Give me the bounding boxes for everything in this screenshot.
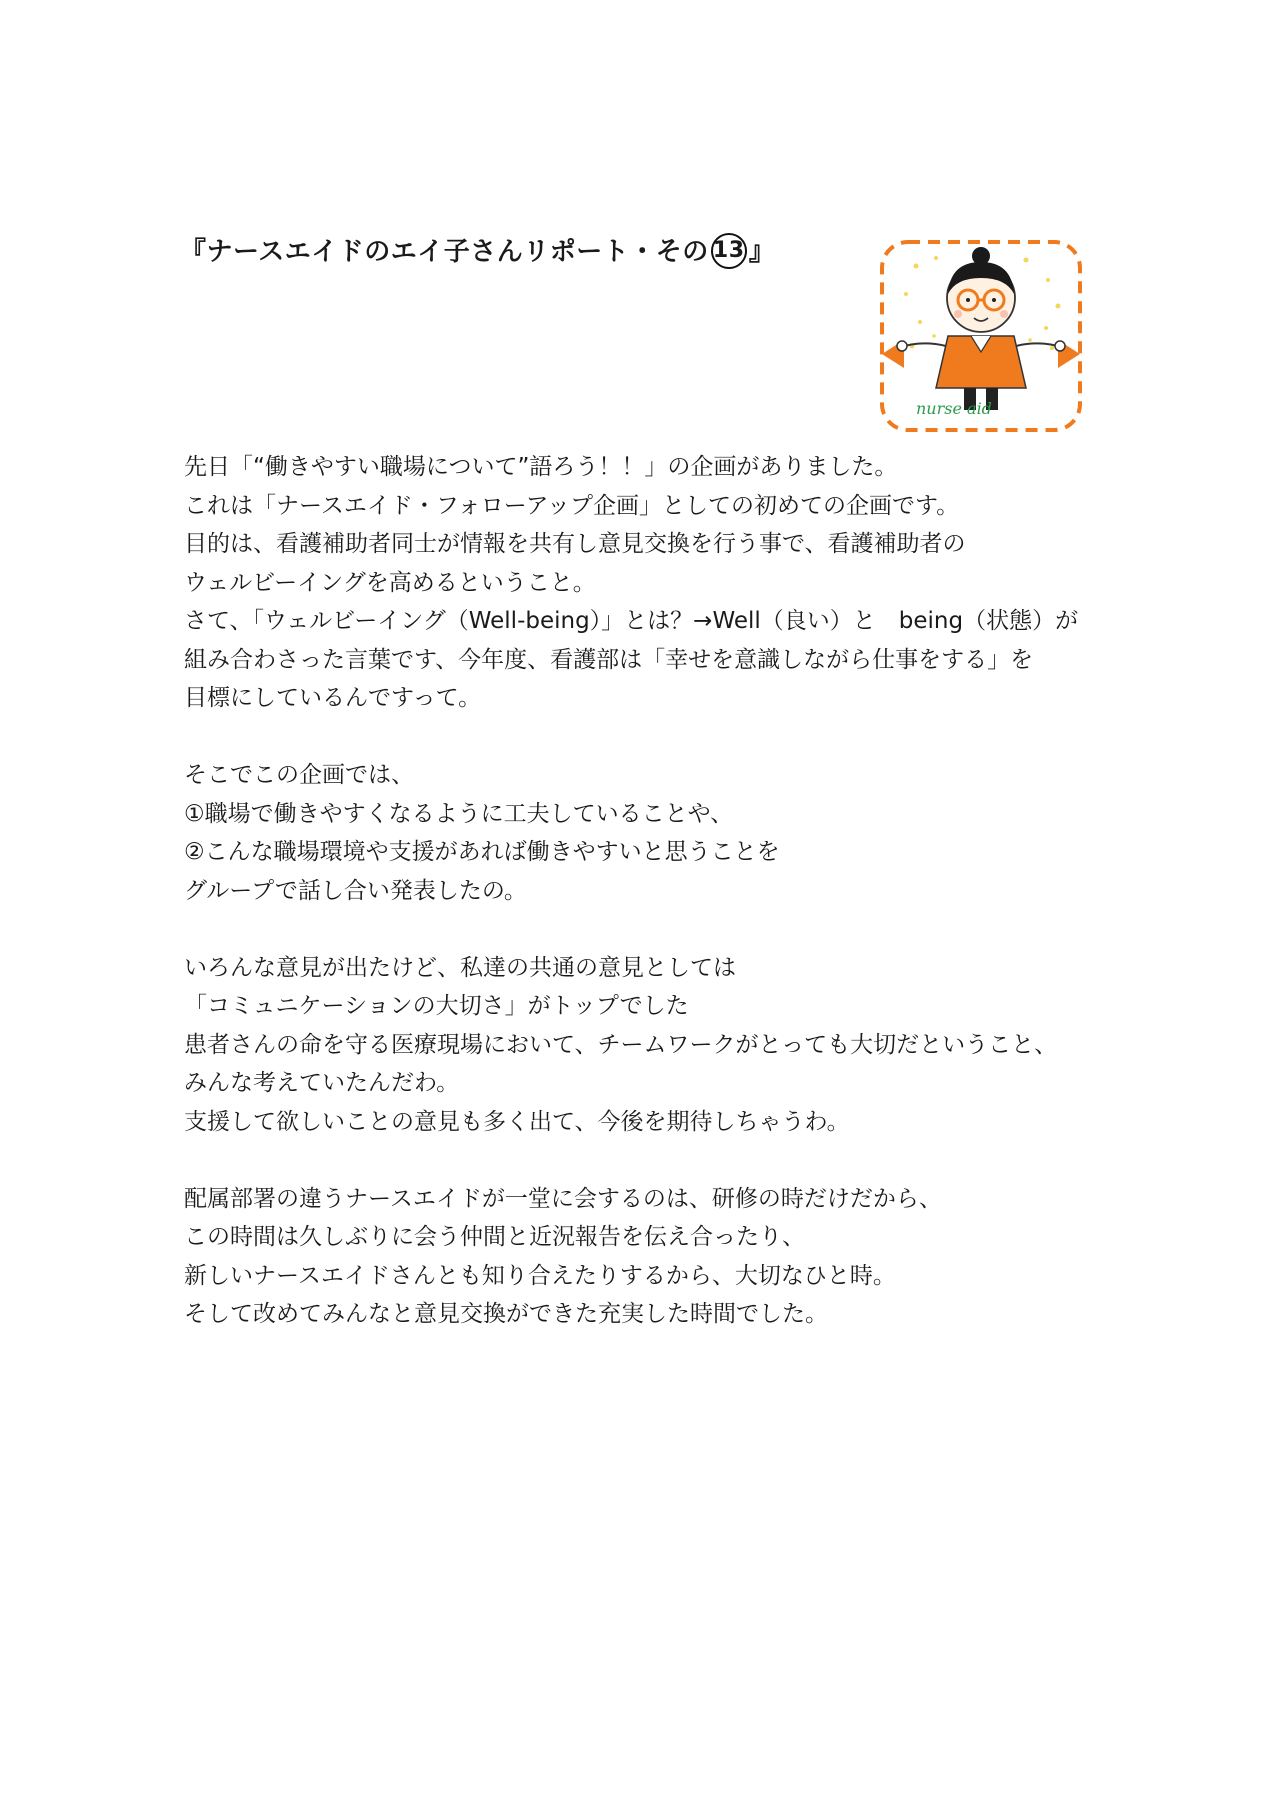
text-line: 患者さんの命を守る医療現場において、チームワークがとっても大切だということ、 [184,1031,1058,1058]
text-line: みんな考えていたんだわ。 [184,1070,460,1096]
text-line: 目的は、看護補助者同士が情報を共有し意見交換を行う事で、看護補助者の [184,531,966,557]
article-body [184,448,1124,1372]
text-line: 新しいナースエイドさんとも知り合えたりするから、大切なひと時。 [184,1262,896,1289]
text-line: 先日「“働きやすい職場について”語ろう！！」の企画がありました。 [184,454,898,480]
paragraph [184,448,1124,718]
logo-text: nurse aid [916,399,992,418]
title-number-badge: 13 [711,233,747,269]
paragraph [184,949,1124,1142]
nurse-aid-character-icon [876,236,1086,436]
text-line: そして改めてみんなと意見交換ができた充実した時間でした。 [184,1301,828,1327]
text-line: これは「ナースエイド・フォローアップ企画」としての初めての企画です。 [184,492,960,519]
text-line: この時間は久しぶりに会う仲間と近況報告を伝え合ったり、 [184,1224,805,1250]
text-line: 組み合わさった言葉です、今年度、看護部は「幸せを意識しながら仕事をする」を [184,646,1034,673]
title-closing-bracket: 』 [748,237,776,267]
text-line: 配属部署の違うナースエイドが一堂に会するのは、研修の時だけだから、 [184,1185,942,1212]
text-line: そこでこの企画では、 [184,762,414,788]
page-title [180,232,775,272]
text-line: 「コミュニケーションの大切さ」がトップでした [184,993,689,1019]
paragraph [184,1180,1124,1334]
text-line: ②こんな職場環境や支援があれば働きやすいと思うことを [184,839,780,865]
title-text: 『ナースエイドのエイ子さんリポート・その [180,237,709,267]
text-line: ①職場で働きやすくなるように工夫していることや、 [184,800,734,827]
paragraph [184,756,1124,910]
text-line: いろんな意見が出たけど、私達の共通の意見としては [184,954,736,981]
text-line: グループで話し合い発表したの。 [184,877,527,904]
text-line: さて、「ウェルビーイング（Well-being）」とは？→Well（良い）と being（状態）が [184,608,1079,634]
text-line: 目標にしているんですって。 [184,685,482,711]
text-line: 支援して欲しいことの意見も多く出て、今後を期待しちゃうわ。 [184,1108,850,1135]
text-line: ウェルビーイングを高めるということ。 [184,569,596,596]
